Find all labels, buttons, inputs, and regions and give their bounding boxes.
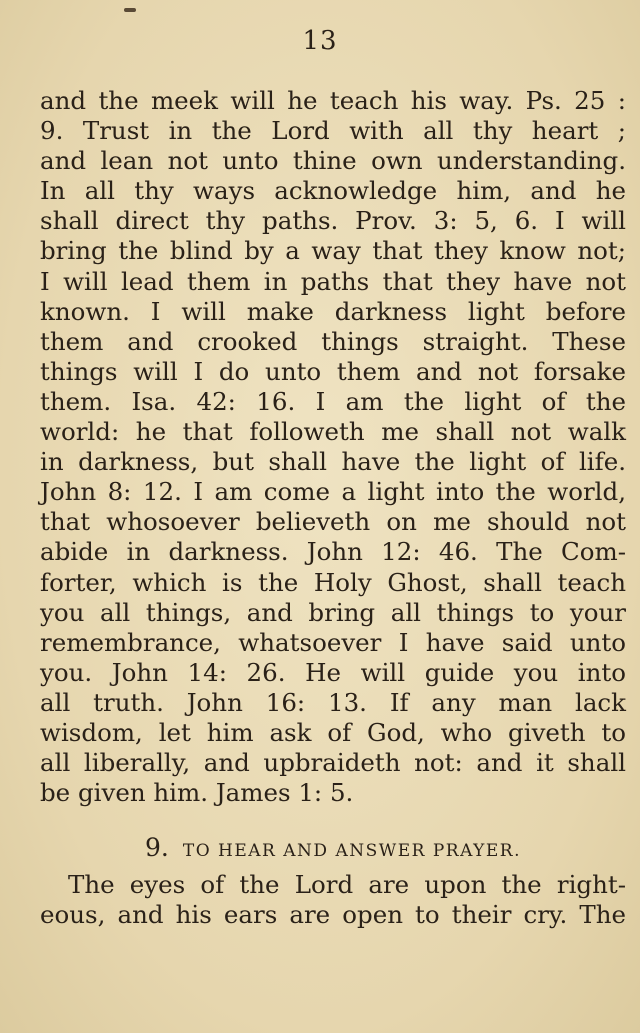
text-line: all truth. John 16: 13. If any man lack (40, 687, 626, 717)
text-line: John 8: 12. I am come a light into the world, (40, 477, 626, 507)
scripture-passage (40, 86, 626, 808)
text-line: you all things, and bring all things to your (40, 597, 626, 627)
section-heading (40, 832, 626, 864)
text-line: and lean not unto thine own understanding. (40, 146, 626, 176)
text-line: eous, and his ears are open to their cry. The (40, 900, 626, 930)
text-line: remembrance, whatsoever I have said unto (40, 627, 626, 657)
text-line: known. I will make darkness light before (40, 296, 626, 326)
text-line: wisdom, let him ask of God, who giveth to (40, 717, 626, 747)
print-mark (124, 8, 136, 12)
text-line: forter, which is the Holy Ghost, shall teach (40, 567, 626, 597)
section-number: 9. (145, 833, 169, 862)
text-line: them. Isa. 42: 16. I am the light of the (40, 386, 626, 416)
text-line: abide in darkness. John 12: 46. The Com- (40, 537, 626, 567)
text-line: you. John 14: 26. He will guide you into (40, 657, 626, 687)
text-line: be given him. James 1: 5. (40, 778, 354, 808)
text-line: them and crooked things straight. These (40, 326, 626, 356)
text-line: that whosoever believeth on me should not (40, 507, 626, 537)
text-line: bring the blind by a way that they know not; (40, 236, 626, 266)
text-line: In all thy ways acknowledge him, and he (40, 176, 626, 206)
section-title: TO HEAR AND ANSWER PRAYER. (182, 841, 521, 861)
text-line: and the meek will he teach his way. Ps. 25 : (40, 86, 626, 115)
text-line: I will lead them in paths that they have not (40, 266, 626, 296)
text-line: things will I do unto them and not forsake (40, 356, 626, 386)
text-line: The eyes of the Lord are upon the right- (68, 870, 626, 899)
text-line: in darkness, but shall have the light of life. (40, 447, 626, 477)
text-line: all liberally, and upbraideth not: and it shall (40, 748, 626, 778)
text-line: shall direct thy paths. Prov. 3: 5, 6. I will (40, 206, 626, 236)
text-line: world: he that followeth me shall not walk (40, 417, 626, 447)
text-line: 9. Trust in the Lord with all thy heart ; (40, 116, 626, 146)
section-passage (40, 870, 626, 930)
page-number: 13 (302, 26, 338, 56)
